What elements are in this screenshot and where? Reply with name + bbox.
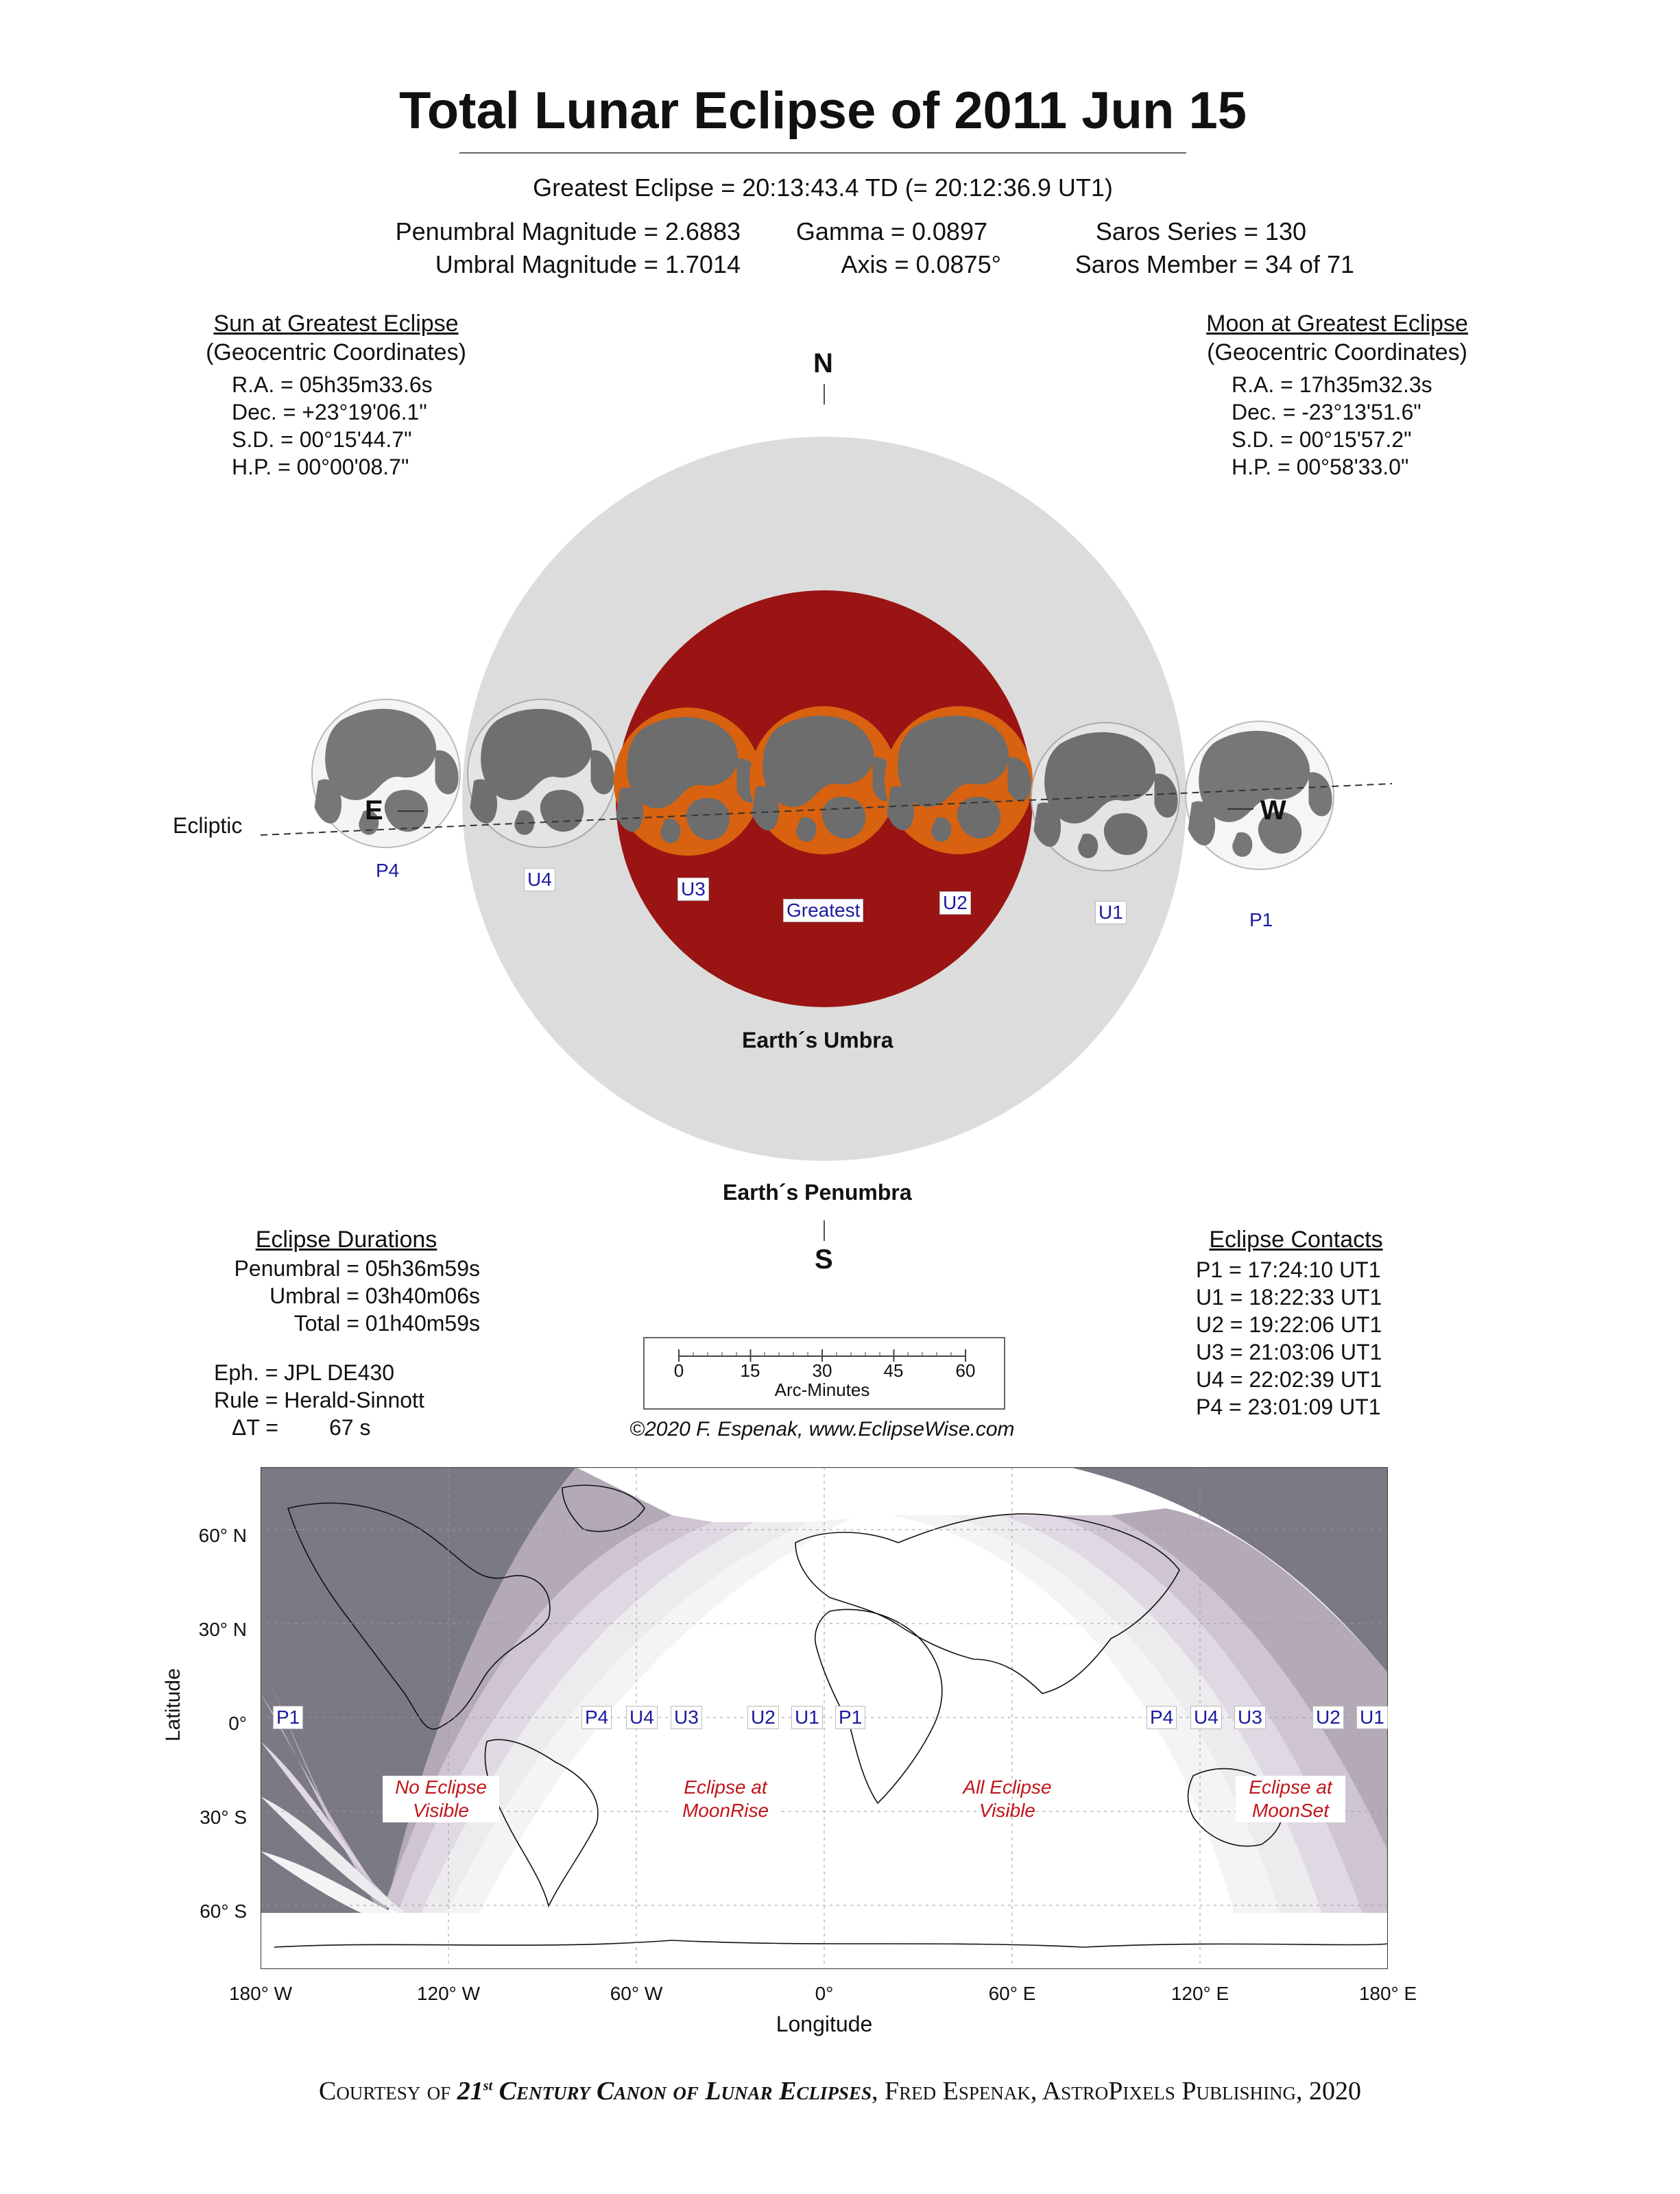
map-label-u2-east: U2 [1312, 1706, 1344, 1729]
duration-total: Total = 01h40m59s [293, 1311, 480, 1336]
scale-label: Arc-Minutes [774, 1379, 870, 1400]
contact-u3: U3 = 21:03:06 UT1 [1196, 1340, 1382, 1364]
contact-u1: U1 = 18:22:33 UT1 [1196, 1285, 1382, 1310]
contact-u2: U2 = 19:22:06 UT1 [1196, 1312, 1382, 1337]
scale-tick-30: 30 [812, 1360, 832, 1381]
map-label-u3-west: U3 [671, 1706, 702, 1729]
contact-label-u4: U4 [524, 868, 555, 891]
duration-penumbral: Penumbral = 05h36m59s [234, 1256, 480, 1281]
lat-tick-0: 0° [228, 1713, 247, 1734]
umbra-label: Earth´s Umbra [742, 1028, 893, 1052]
penumbra-label: Earth´s Penumbra [723, 1180, 912, 1205]
scale-tick-45: 45 [883, 1360, 904, 1381]
lat-tick-30s: 30° S [200, 1807, 247, 1828]
map-label-p1-center: P1 [835, 1706, 865, 1729]
lat-tick-60s: 60° S [200, 1901, 247, 1922]
footer-credit: Courtesy of 21st Century Canon of Lunar Eclipses, Fred Espenak, AstroPixels Publishing, 2020 [319, 2077, 1361, 2106]
moon-hp: H.P. = 00°58'33.0" [1232, 455, 1409, 479]
scale-tick-15: 15 [740, 1360, 760, 1381]
map-label-u1-east: U1 [1356, 1706, 1388, 1729]
contact-label-p4: P4 [376, 860, 400, 881]
west-label: W [1260, 795, 1286, 825]
umbral-magnitude: Umbral Magnitude = 1.7014 [435, 250, 741, 278]
region-label-all-visible: All Eclipse Visible [963, 1776, 1052, 1821]
region-label-no-eclipse: No Eclipse Visible [383, 1776, 499, 1822]
north-label: N [813, 348, 833, 378]
contact-p4: P4 = 23:01:09 UT1 [1196, 1395, 1381, 1419]
sun-sd: S.D. = 00°15'44.7" [232, 427, 412, 452]
lat-tick-60n: 60° N [198, 1525, 247, 1546]
moon-u3 [614, 708, 762, 856]
map-label-p1-west: P1 [273, 1706, 303, 1729]
map-label-u4-east: U4 [1190, 1706, 1222, 1729]
map-label-p4-west: P4 [581, 1706, 612, 1729]
durations-heading: Eclipse Durations [255, 1227, 437, 1253]
moon-u2 [885, 706, 1033, 854]
lon-axis-label: Longitude [776, 2012, 873, 2036]
moon-dec: Dec. = -23°13'51.6" [1232, 400, 1421, 424]
contact-label-u3: U3 [677, 878, 709, 901]
copyright: ©2020 F. Espenak, www.EclipseWise.com [629, 1418, 1015, 1440]
lon-tick-60e: 60° E [988, 1983, 1036, 2004]
region-label-moonrise: Eclipse at MoonRise [671, 1776, 780, 1822]
lon-tick-120e: 120° E [1171, 1983, 1229, 2004]
ecliptic-label: Ecliptic [173, 813, 243, 838]
delta-t-value: 67 s [329, 1415, 371, 1440]
delta-t-label: ΔT = [232, 1415, 278, 1440]
duration-umbral: Umbral = 03h40m06s [269, 1283, 480, 1308]
lon-tick-180w: 180° W [228, 1983, 293, 2004]
rule: Rule = Herald-Sinnott [214, 1388, 424, 1412]
lon-tick-120w: 120° W [416, 1983, 481, 2004]
moon-u4 [468, 699, 616, 847]
lon-tick-60w: 60° W [610, 1983, 663, 2004]
lat-tick-30n: 30° N [198, 1619, 247, 1640]
map-label-u2-west: U2 [747, 1706, 779, 1729]
contact-u4: U4 = 22:02:39 UT1 [1196, 1367, 1382, 1392]
sun-hp: H.P. = 00°00'08.7" [232, 455, 409, 479]
contact-label-u2: U2 [939, 891, 971, 915]
sun-ra: R.A. = 05h35m33.6s [232, 372, 433, 397]
moon-subheading: (Geocentric Coordinates) [1207, 339, 1467, 365]
axis: Axis = 0.0875° [841, 250, 1001, 278]
map-label-u1-west: U1 [791, 1706, 823, 1729]
saros-series: Saros Series = 130 [1095, 217, 1306, 245]
moon-p4 [312, 699, 460, 847]
sun-subheading: (Geocentric Coordinates) [206, 339, 466, 365]
scale-tick-0: 0 [673, 1360, 684, 1381]
sun-heading: Sun at Greatest Eclipse [213, 311, 459, 337]
penumbral-magnitude: Penumbral Magnitude = 2.6883 [395, 217, 741, 245]
gamma: Gamma = 0.0897 [795, 217, 987, 245]
map-label-u4-west: U4 [626, 1706, 658, 1729]
contact-label-p1: P1 [1249, 909, 1273, 930]
greatest-eclipse-time: Greatest Eclipse = 20:13:43.4 TD (= 20:12:36.9 UT1) [533, 173, 1113, 202]
scale-tick-60: 60 [955, 1360, 976, 1381]
moon-sd: S.D. = 00°15'57.2" [1232, 427, 1412, 452]
saros-member: Saros Member = 34 of 71 [1075, 250, 1354, 278]
contact-label-greatest: Greatest [783, 899, 863, 922]
ephemeris: Eph. = JPL DE430 [214, 1360, 394, 1385]
page-title: Total Lunar Eclipse of 2011 Jun 15 [398, 82, 1247, 140]
contact-label-u1: U1 [1095, 901, 1127, 924]
map-label-p4-east: P4 [1147, 1706, 1177, 1729]
region-label-moonset: Eclipse at MoonSet [1236, 1776, 1345, 1822]
moon-ra: R.A. = 17h35m32.3s [1232, 372, 1432, 397]
map-label-u3-east: U3 [1234, 1706, 1266, 1729]
moon-greatest [749, 706, 898, 854]
lon-tick-180e: 180° E [1358, 1983, 1417, 2004]
east-label: E [365, 795, 383, 825]
lat-axis-label: Latitude [162, 1668, 184, 1741]
sun-dec: Dec. = +23°19'06.1" [232, 400, 427, 424]
contacts-heading: Eclipse Contacts [1209, 1227, 1383, 1253]
contact-p1: P1 = 17:24:10 UT1 [1196, 1257, 1381, 1282]
moon-heading: Moon at Greatest Eclipse [1206, 311, 1468, 337]
moon-p1 [1186, 721, 1334, 869]
south-label: S [815, 1244, 833, 1275]
lon-tick-0: 0° [815, 1983, 834, 2004]
